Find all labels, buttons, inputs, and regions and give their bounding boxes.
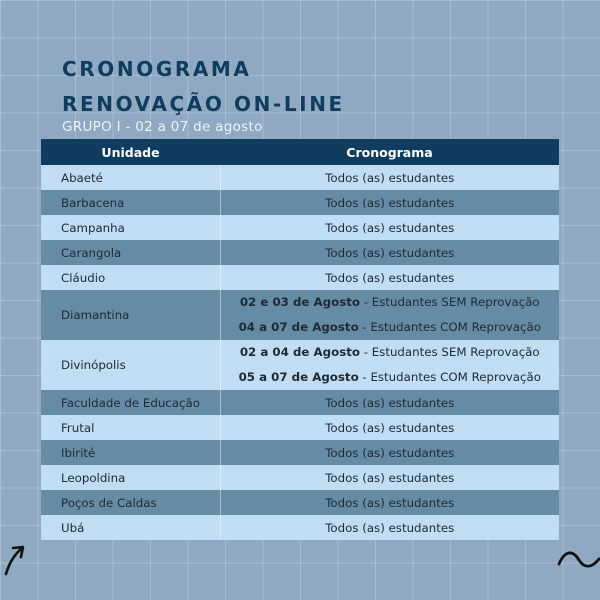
schedule-detail: - Estudantes SEM Reprovação <box>359 345 540 359</box>
schedule-detail: - Estudantes COM Reprovação <box>358 320 541 334</box>
unit-cell: Ibirité <box>41 440 220 465</box>
schedule-cell: Todos (as) estudantes <box>220 215 559 240</box>
table-row <box>41 465 559 490</box>
unit-cell: Leopoldina <box>41 465 220 490</box>
title-line-2: RENOVAÇÃO ON-LINE <box>62 92 345 116</box>
schedule-cell: Todos (as) estudantes <box>220 390 559 415</box>
table-row <box>41 490 559 515</box>
schedule-detail: - Estudantes COM Reprovação <box>358 370 541 384</box>
schedule-cell <box>220 290 559 340</box>
schedule-cell: Todos (as) estudantes <box>220 265 559 290</box>
wave-arrow-icon <box>556 546 600 576</box>
schedule-detail: - Estudantes SEM Reprovação <box>359 295 540 309</box>
header-unidade: Unidade <box>41 139 220 165</box>
table-row <box>41 165 559 190</box>
schedule-cell: Todos (as) estudantes <box>220 490 559 515</box>
unit-cell: Carangola <box>41 240 220 265</box>
schedule-line <box>221 340 560 365</box>
unit-cell: Frutal <box>41 415 220 440</box>
schedule-line <box>221 365 560 390</box>
table-row <box>41 415 559 440</box>
schedule-cell: Todos (as) estudantes <box>220 165 559 190</box>
schedule-cell: Todos (as) estudantes <box>220 415 559 440</box>
table-row <box>41 265 559 290</box>
schedule-cell: Todos (as) estudantes <box>220 440 559 465</box>
subtitle: GRUPO I - 02 a 07 de agosto <box>62 119 263 135</box>
table-header-row <box>41 139 559 165</box>
unit-cell: Poços de Caldas <box>41 490 220 515</box>
title-line-1: CRONOGRAMA <box>62 57 252 81</box>
schedule-cell: Todos (as) estudantes <box>220 240 559 265</box>
date-range: 02 e 03 de Agosto <box>239 295 360 309</box>
date-range: 04 a 07 de Agosto <box>238 320 359 334</box>
table-row <box>41 240 559 265</box>
table-row <box>41 515 559 540</box>
unit-cell: Diamantina <box>41 290 220 340</box>
schedule-cell: Todos (as) estudantes <box>220 190 559 215</box>
table-row <box>41 340 559 390</box>
table-row <box>41 390 559 415</box>
unit-cell: Campanha <box>41 215 220 240</box>
table-row <box>41 190 559 215</box>
unit-cell: Abaeté <box>41 165 220 190</box>
unit-cell: Divinópolis <box>41 340 220 390</box>
date-range: 02 a 04 de Agosto <box>239 345 360 359</box>
schedule-cell: Todos (as) estudantes <box>220 465 559 490</box>
table-row <box>41 440 559 465</box>
date-range: 05 a 07 de Agosto <box>238 370 359 384</box>
curved-arrow-icon <box>0 538 36 578</box>
header-cronograma: Cronograma <box>220 139 559 165</box>
schedule-line <box>221 315 560 340</box>
table-row <box>41 215 559 240</box>
unit-cell: Ubá <box>41 515 220 540</box>
schedule-table <box>41 139 559 540</box>
schedule-cell: Todos (as) estudantes <box>220 515 559 540</box>
unit-cell: Barbacena <box>41 190 220 215</box>
schedule-cell <box>220 340 559 390</box>
schedule-line <box>221 290 560 315</box>
table-row <box>41 290 559 340</box>
unit-cell: Faculdade de Educação <box>41 390 220 415</box>
unit-cell: Cláudio <box>41 265 220 290</box>
